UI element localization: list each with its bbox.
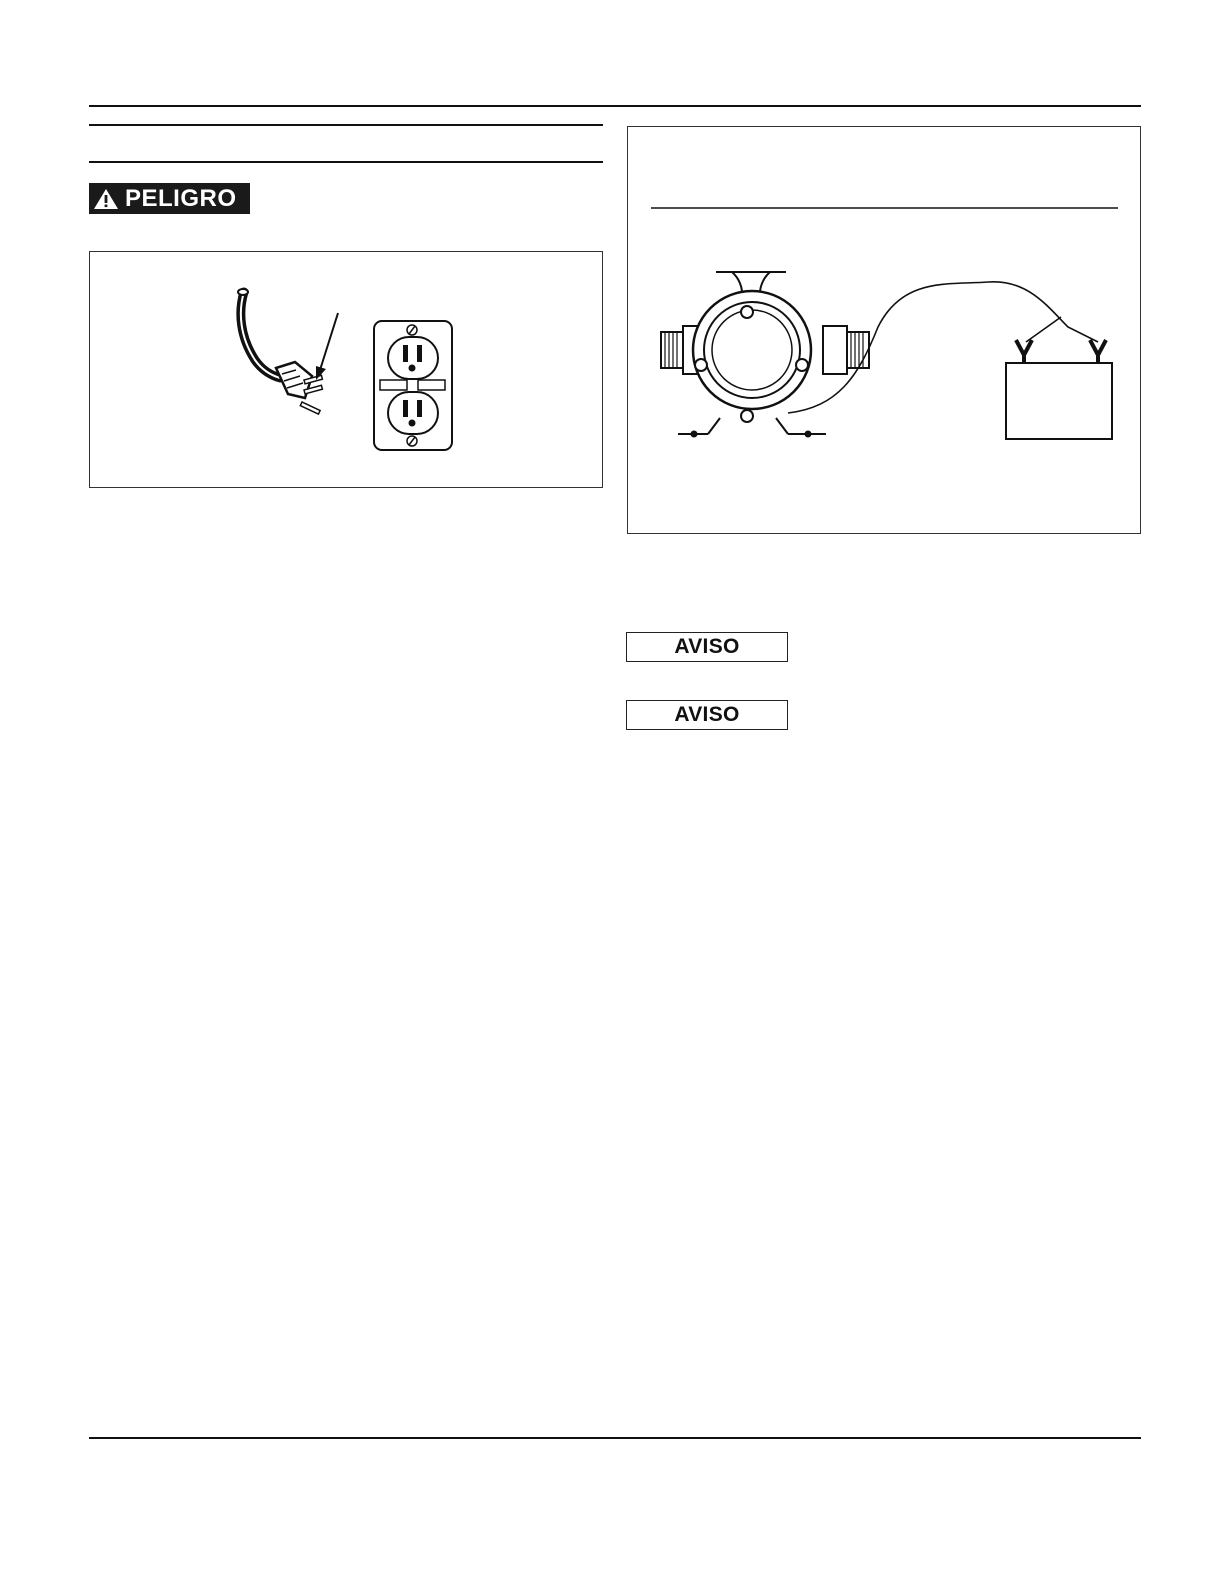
plug-icon bbox=[238, 289, 322, 414]
arrow-icon bbox=[316, 313, 338, 380]
figure-outlet-box bbox=[89, 251, 603, 488]
figure-pump-battery-box bbox=[627, 126, 1141, 534]
notice-label-1: AVISO bbox=[626, 632, 788, 662]
danger-label bbox=[89, 183, 250, 214]
danger-label-text: PELIGRO bbox=[125, 184, 237, 212]
figure-outlet bbox=[90, 252, 602, 487]
page-bottom-rule bbox=[89, 1437, 1141, 1439]
pump-icon bbox=[661, 272, 869, 438]
section-rule-bottom bbox=[89, 161, 603, 163]
battery-icon bbox=[1006, 340, 1112, 439]
figure-pump-battery bbox=[628, 127, 1140, 533]
page-top-rule bbox=[89, 105, 1141, 107]
section-rule-top bbox=[89, 124, 603, 126]
warning-triangle-icon bbox=[93, 188, 119, 210]
wall-outlet-icon bbox=[374, 321, 452, 450]
notice-label-2: AVISO bbox=[626, 700, 788, 730]
